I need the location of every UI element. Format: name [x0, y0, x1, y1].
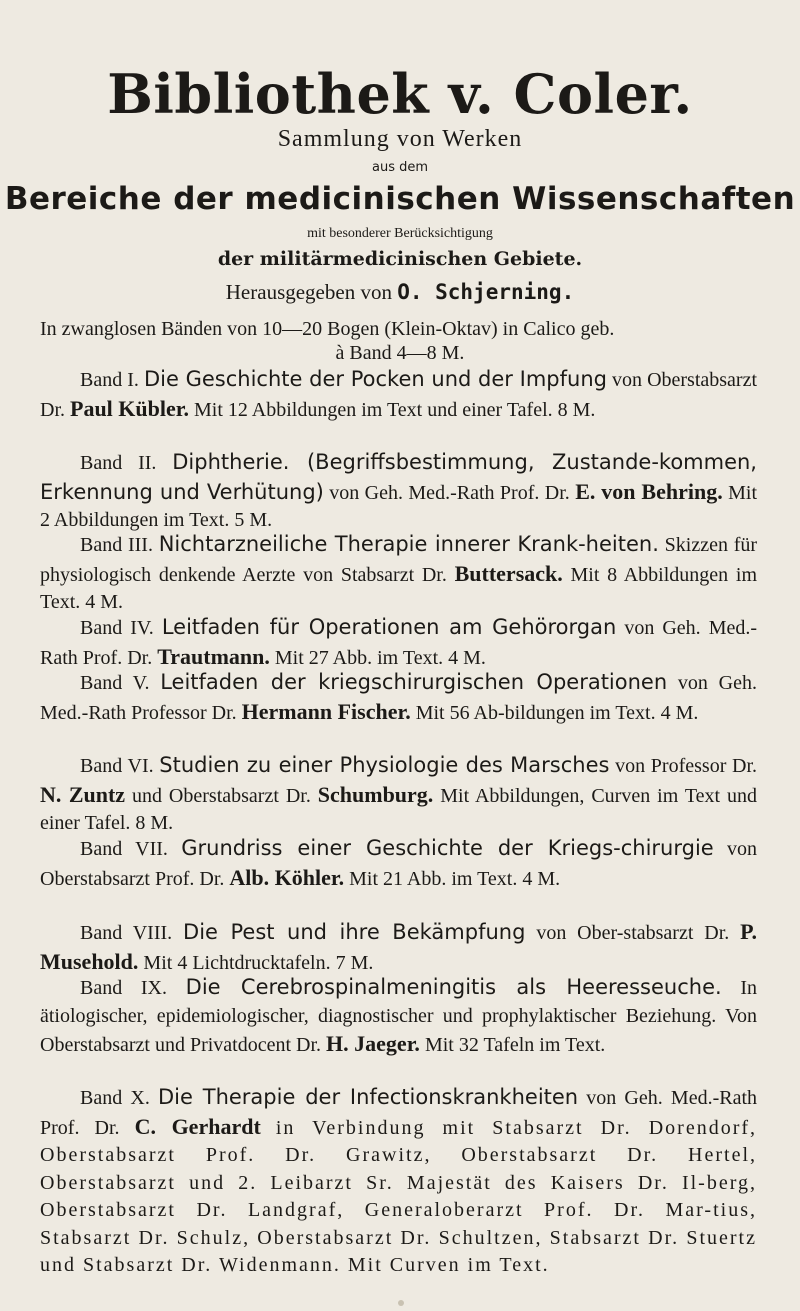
band-title: Die Cerebrospinalmeningitis als Heeresseuche. — [185, 975, 722, 999]
subtitle-militaer: der militärmedicinischen Gebiete. — [217, 248, 583, 270]
band-author: N. Zuntz — [40, 781, 126, 807]
band-entry-2 — [40, 449, 757, 535]
subtitle-mit-besonderer: mit besonderer Berücksichtigung — [307, 226, 493, 241]
band-author: Hermann Fischer. — [241, 698, 411, 724]
band-pre: von Geh. Med.-Rath Prof. Dr. — [329, 481, 570, 504]
band-post: Mit Abbildungen, Curven im Text und einer Tafel. 8 M. — [40, 784, 758, 834]
band-entry-1 — [40, 366, 757, 424]
band-pre: Skizzen für physiologisch denkende Aerzte von Stabsarzt Dr. — [40, 534, 758, 586]
format-note — [40, 317, 760, 365]
band-author: Paul Kübler. — [70, 395, 189, 421]
band-author: Trautmann. — [157, 643, 270, 669]
band-label: Band VII. — [80, 838, 168, 860]
band-entry-9 — [40, 974, 757, 1060]
band-post: in Verbindung mit Stabsarzt Dr. Dorendorf, Oberstabsarzt Prof. Dr. Grawitz, Oberstabsarzt Dr. Hertel, Oberstabsarzt und 2. Leibarzt Sr. Majestät des Kaisers Dr. Il-berg, Oberstabsarzt Dr. Landgraf, Generaloberarzt Prof. Dr. Mar-tius, Stabsarzt Dr. Schulz, Oberstabsarzt Dr. Schultzen, Stabsarzt Dr. Stuertz und Stabsarzt Dr. Widenmann. Mit Curven im Text. — [40, 1116, 758, 1276]
band-entry-5 — [40, 669, 757, 727]
band-post: Mit 32 Tafeln im Text. — [424, 1034, 606, 1056]
band-pre: von Geh. Med.-Rath Prof. Dr. — [40, 617, 758, 669]
band-post: Mit 2 Abbildungen im Text. 5 M. — [40, 481, 758, 531]
band-entry-7 — [40, 835, 757, 893]
editor-label: Herausgegeben von — [225, 280, 392, 304]
band-label: Band IX. — [80, 977, 167, 999]
band-label: Band IV. — [80, 617, 154, 639]
band-label: Band VI. — [80, 755, 154, 777]
band-label: Band X. — [80, 1087, 150, 1109]
band-author: Alb. Köhler. — [229, 864, 345, 890]
band-pre: von Geh. Med.-Rath Prof. Dr. — [40, 1087, 758, 1139]
band-label: Band II. — [80, 452, 157, 474]
band-author-2: Schumburg. — [317, 781, 434, 807]
band-title: Grundriss einer Geschichte der Kriegs-chirurgie — [181, 836, 714, 860]
band-label: Band VIII. — [80, 922, 173, 944]
band-pre: von Ober-stabsarzt Dr. — [536, 922, 730, 944]
band-title: Nichtarzneiliche Therapie innerer Krank-heiten. — [158, 532, 659, 556]
subtitle-aus-dem: aus dem — [371, 160, 429, 175]
band-author: Buttersack. — [454, 560, 563, 586]
band-entry-6 — [40, 752, 757, 838]
band-post: Mit 12 Abbildungen im Text und einer Tafel. 8 M. — [194, 398, 596, 421]
band-title: Leitfaden der kriegschirurgischen Operationen — [160, 670, 668, 694]
band-label: Band V. — [80, 672, 150, 694]
band-post: Mit 21 Abb. im Text. 4 M. — [349, 867, 561, 890]
band-label: Band III. — [80, 534, 153, 556]
band-post: Mit 8 Abbildungen im Text. 4 M. — [40, 563, 758, 613]
band-entry-10 — [40, 1084, 757, 1280]
band-post: Mit 4 Lichtdrucktafeln. 7 M. — [143, 951, 374, 974]
band-pre: In ätiologischer, epidemiologischer, diagnostischer und prophylaktischer Beziehung. Von Oberstabsarzt und Privatdocent Dr. — [40, 977, 758, 1056]
band-entry-8 — [40, 918, 757, 977]
subtitle-bereiche: Bereiche der medicinischen Wissenschaften — [4, 181, 796, 217]
band-pre: von Oberstabsarzt Dr. — [40, 369, 758, 421]
band-title: Studien zu einer Physiologie des Marsches — [159, 753, 610, 777]
band-pre: von Professor Dr. — [615, 755, 758, 777]
band-post: Mit 56 Ab-bildungen im Text. 4 M. — [415, 701, 699, 724]
band-entry-4 — [40, 614, 757, 672]
band-entry-3 — [40, 531, 757, 617]
band-mid: und Oberstabsarzt Dr. — [132, 784, 311, 807]
band-pre: von Oberstabsarzt Prof. Dr. — [40, 838, 758, 890]
band-post: Mit 27 Abb. im Text. 4 M. — [274, 646, 486, 669]
paper-speck — [398, 1300, 404, 1306]
editor-line — [0, 280, 800, 305]
band-label: Band I. — [80, 369, 139, 391]
band-title: Die Therapie der Infectionskrankheiten — [157, 1085, 579, 1109]
subtitle-sammlung: Sammlung von Werken — [277, 126, 523, 152]
band-author: P. Musehold. — [40, 919, 758, 974]
band-pre: von Geh. Med.-Rath Professor Dr. — [40, 672, 757, 724]
format-note-line1: In zwanglosen Bänden von 10—20 Bogen (Klein-Oktav) in Calico geb. — [40, 318, 615, 340]
band-title: Die Pest und ihre Bekämpfung — [183, 920, 526, 944]
band-author: C. Gerhardt — [134, 1113, 261, 1139]
format-note-line2: à Band 4—8 M. — [335, 342, 465, 364]
band-author: E. von Behring. — [575, 478, 723, 504]
band-title: Leitfaden für Operationen am Gehörorgan — [161, 615, 617, 639]
band-title: Diphtherie. (Begriffsbestimmung, Zustande-kommen, Erkennung und Verhütung) — [40, 450, 757, 504]
page-title: Bibliothek v. Coler. — [107, 62, 693, 126]
band-author: H. Jaeger. — [326, 1031, 420, 1056]
editor-name: O. Schjerning. — [397, 280, 575, 304]
band-title: Die Geschichte der Pocken und der Impfung — [143, 367, 607, 391]
